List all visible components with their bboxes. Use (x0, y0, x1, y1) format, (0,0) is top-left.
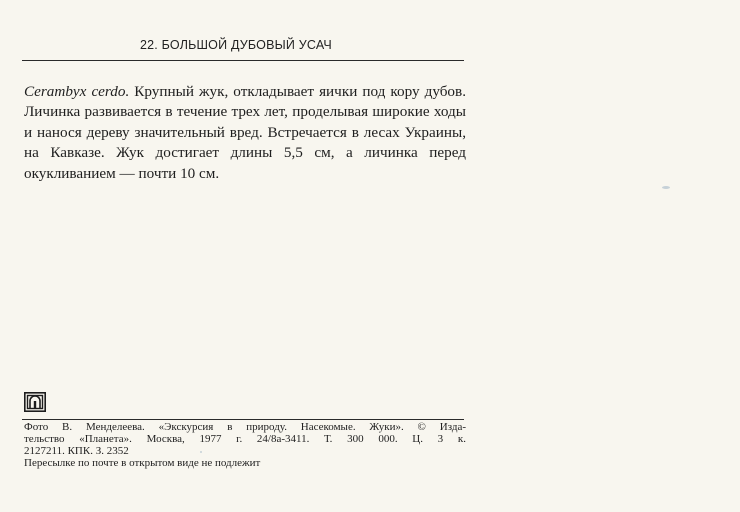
footer-divider (22, 419, 464, 420)
latin-species-name: Cerambyx cerdo. (24, 83, 130, 100)
planeta-logo-icon (24, 392, 46, 412)
imprint-line: 2127211. КПК. З. 2352 (24, 445, 129, 457)
mail-restriction-note: Пересылке по почте в открытом виде не подлежит (24, 457, 261, 469)
header-divider (22, 60, 464, 61)
imprint-line: Фото В. Менделеева. «Экскурсия в природу. Насекомые. Жуки». © Изда- (24, 421, 466, 433)
paper-speck (662, 186, 670, 189)
page-title: 22. БОЛЬШОЙ ДУБОВЫЙ УСАЧ (140, 38, 332, 52)
paper-speck (200, 451, 202, 453)
imprint-line: тельство «Планета». Москва, 1977 г. 24/8а-3411. Т. 300 000. Ц. 3 к. (24, 433, 466, 445)
species-description (24, 82, 466, 184)
description-text: Крупный жук, откладывает яички под кору дубов. Личинка развивается в течение трех лет, проделывая широкие ходы и нанося дереву значительный вред. Встречается в лесах Украины, на Кавказе. Жук достигает длины 5,5 см, а личинка перед окукливанием — почти 10 см. (24, 83, 466, 182)
imprint (24, 421, 466, 457)
